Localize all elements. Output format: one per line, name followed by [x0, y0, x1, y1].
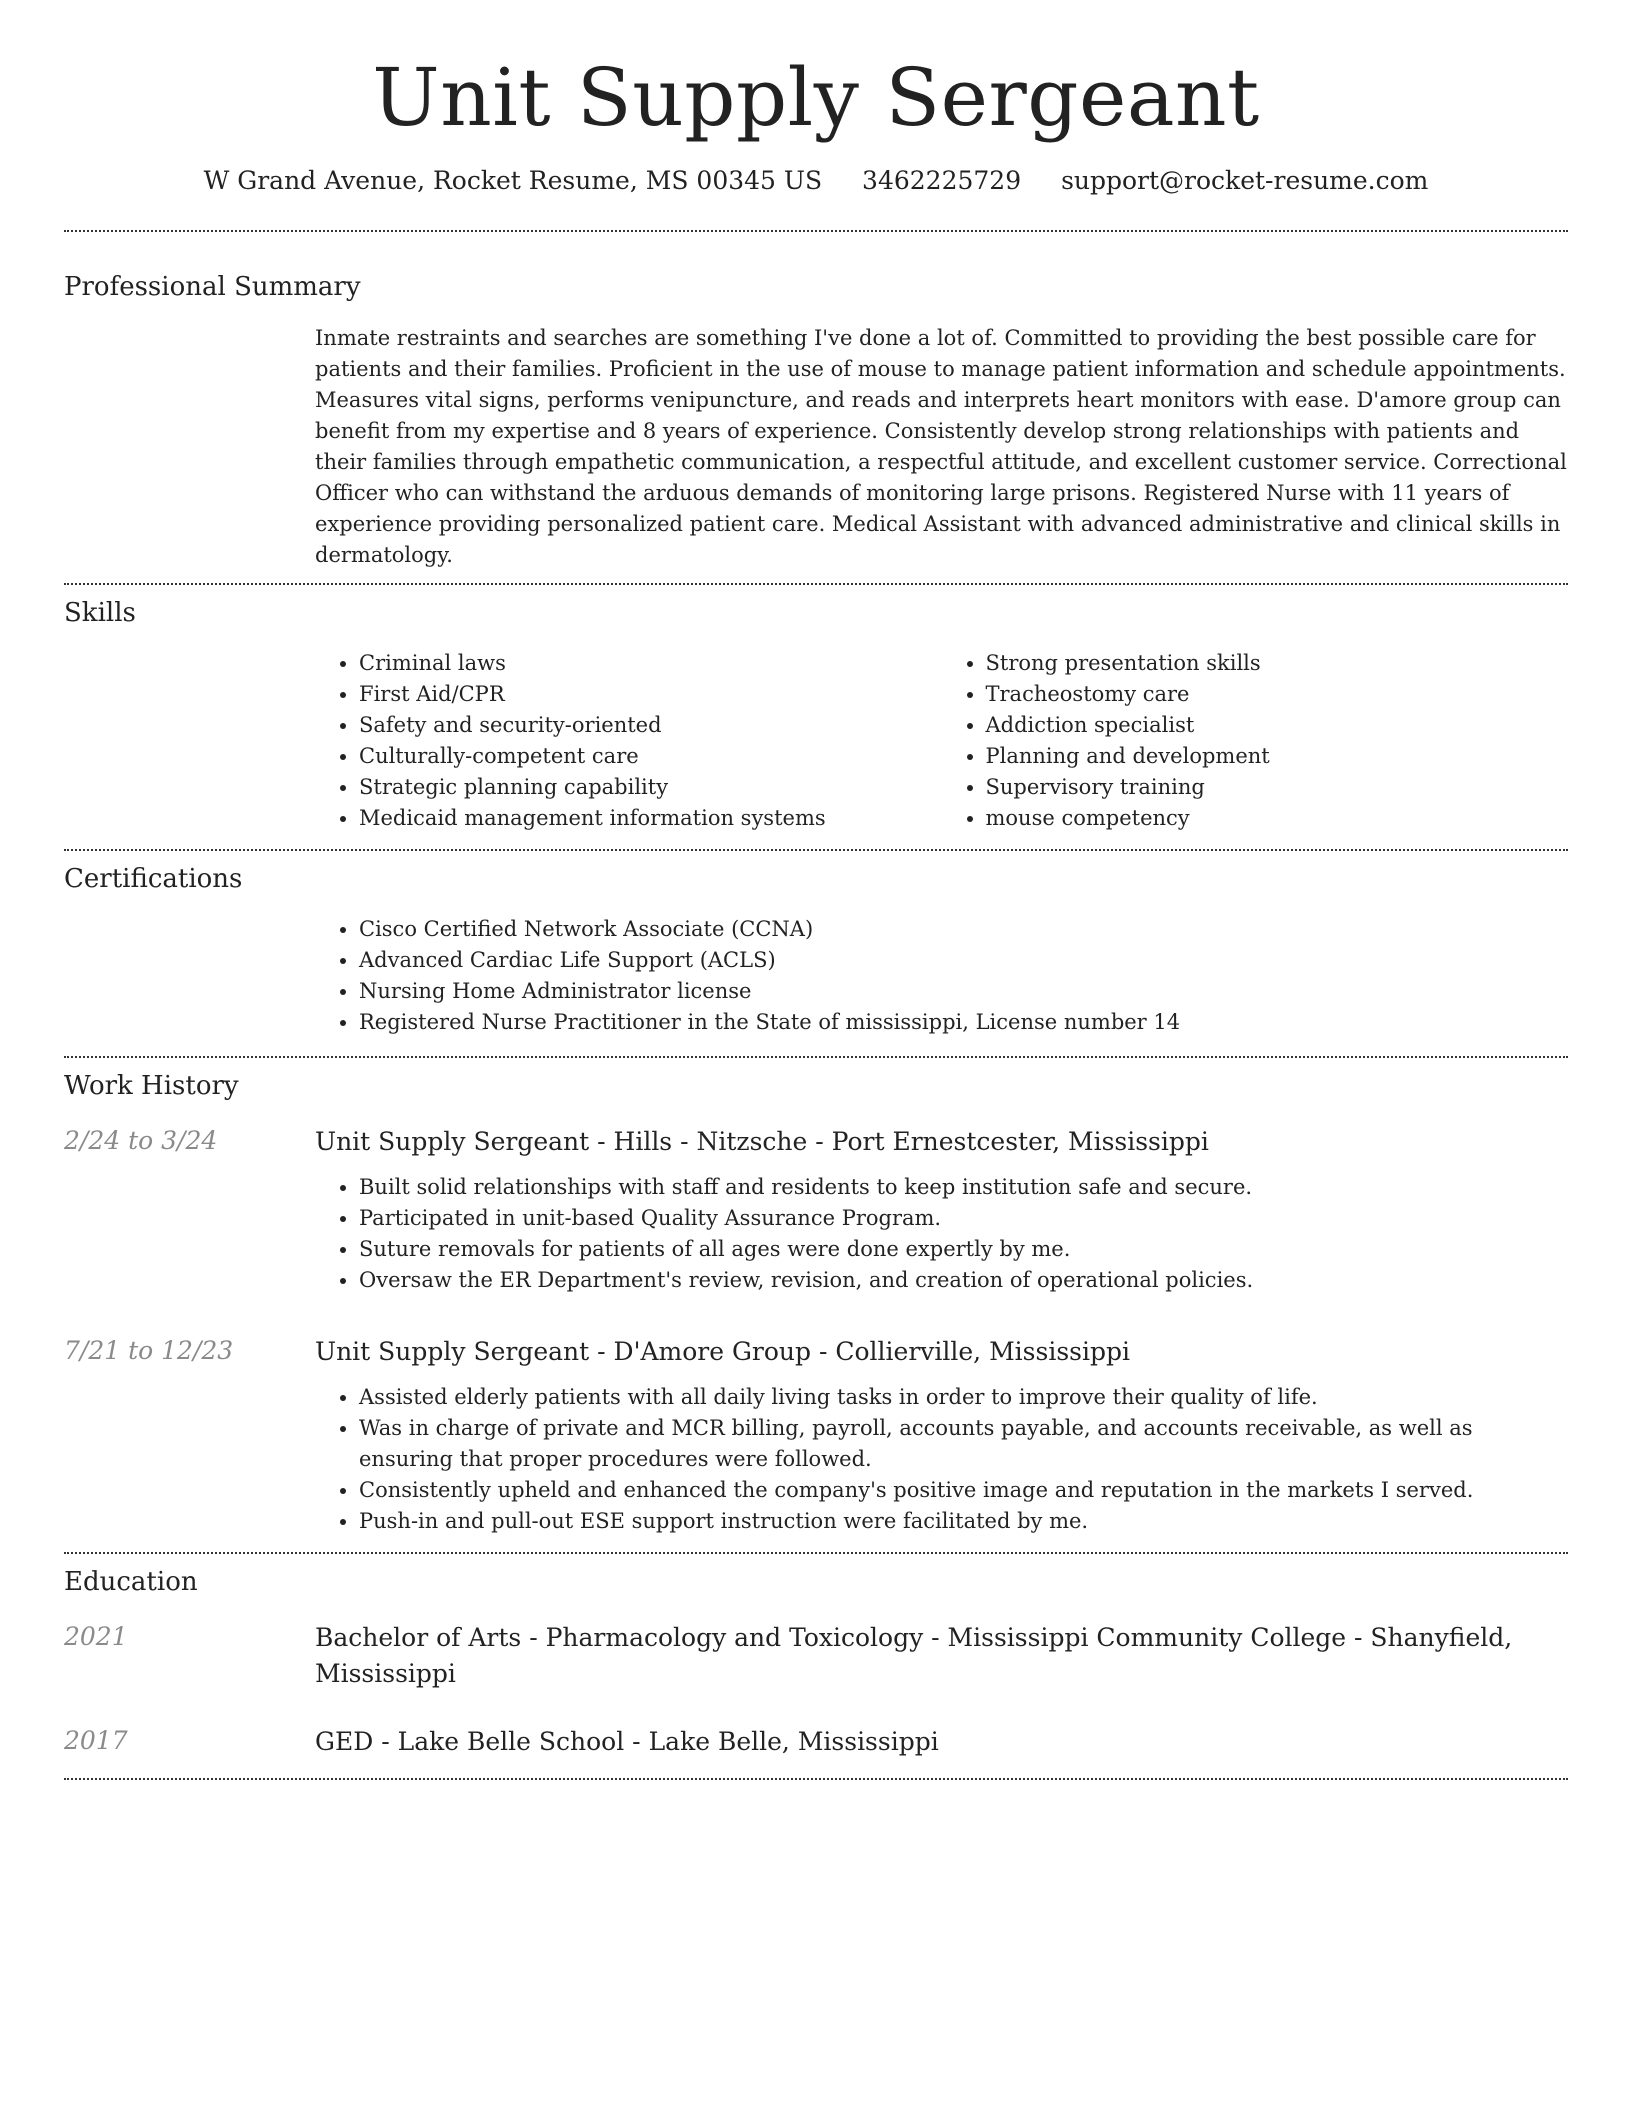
job-bullet: • Participated in unit-based Quality Assurance Program.: [359, 1203, 1568, 1234]
skill-item: • Strategic planning capability: [359, 772, 942, 803]
certification-item: • Advanced Cardiac Life Support (ACLS): [359, 945, 1568, 976]
certification-item: • Cisco Certified Network Associate (CCNA): [359, 914, 1568, 945]
job-bullet: • Push-in and pull-out ESE support instruction were facilitated by me.: [359, 1506, 1568, 1537]
job-bullet: • Was in charge of private and MCR billing, payroll, accounts payable, and accounts receivable, as well as ensuring that proper procedures were followed.: [359, 1413, 1568, 1475]
resume-page: [64, 0, 1568, 1780]
education-entry: [64, 1724, 1568, 1760]
education-entry: [64, 1620, 1568, 1692]
skills-list-right: [942, 648, 1569, 834]
contact-email: support@rocket-resume.com: [1061, 166, 1429, 195]
certification-item: • Registered Nurse Practitioner in the State of mississippi, License number 14: [359, 1007, 1568, 1038]
job-dates: 7/21 to 12/23: [64, 1336, 234, 1365]
job-entry: [64, 1334, 1568, 1537]
job-body: [315, 1124, 1568, 1296]
job-title: Unit Supply Sergeant - D'Amore Group - Collierville, Mississippi: [315, 1337, 1130, 1366]
skill-item: • Medicaid management information systems: [359, 803, 942, 834]
job-bullet: • Suture removals for patients of all ages were done expertly by me.: [359, 1234, 1568, 1265]
summary-section: [64, 270, 1568, 571]
skill-item: • Criminal laws: [359, 648, 942, 679]
contact-line: [64, 164, 1568, 198]
skill-item: • Safety and security-oriented: [359, 710, 942, 741]
skill-item: • Tracheostomy care: [986, 679, 1569, 710]
work-history-heading: Work History: [64, 1071, 239, 1101]
job-bullet: • Assisted elderly patients with all daily living tasks in order to improve their quality of life.: [359, 1382, 1568, 1413]
divider: [64, 583, 1568, 585]
skill-item: • Planning and development: [986, 741, 1569, 772]
contact-address: W Grand Avenue, Rocket Resume, MS 00345 US: [203, 166, 823, 195]
divider: [64, 1552, 1568, 1554]
job-bullet: • Oversaw the ER Department's review, revision, and creation of operational policies.: [359, 1265, 1568, 1296]
skills-list-left: [315, 648, 942, 834]
divider: [64, 1778, 1568, 1780]
job-bullet: • Consistently upheld and enhanced the company's positive image and reputation in the markets I served.: [359, 1475, 1568, 1506]
skill-item: • Addiction specialist: [986, 710, 1569, 741]
skill-item: • Supervisory training: [986, 772, 1569, 803]
job-title: Unit Supply Sergeant - Hills - Nitzsche - Port Ernestcester, Mississippi: [315, 1127, 1209, 1156]
education-year: 2017: [64, 1726, 128, 1755]
education-detail: Bachelor of Arts - Pharmacology and Toxicology - Mississippi Community College - Shanyfield, Mississippi: [315, 1623, 1513, 1688]
certifications-block: [315, 914, 1568, 1038]
skills-heading: Skills: [64, 598, 136, 628]
divider: [64, 849, 1568, 851]
certifications-heading: Certifications: [64, 864, 243, 894]
skill-item: • First Aid/CPR: [359, 679, 942, 710]
skill-item: • Strong presentation skills: [986, 648, 1569, 679]
job-bullets: [315, 1172, 1568, 1296]
job-body: [315, 1334, 1568, 1537]
certifications-section: [64, 862, 1568, 1038]
work-history-section: [64, 1069, 1568, 1537]
skills-grid: [315, 648, 1568, 834]
job-dates: 2/24 to 3/24: [64, 1126, 218, 1155]
skills-section: [64, 596, 1568, 834]
job-bullet: • Built solid relationships with staff and residents to keep institution safe and secure.: [359, 1172, 1568, 1203]
education-year: 2021: [64, 1622, 128, 1651]
job-entry: [64, 1124, 1568, 1296]
summary-heading: Professional Summary: [64, 272, 361, 302]
job-bullets: [315, 1382, 1568, 1537]
divider: [64, 1056, 1568, 1058]
divider: [64, 230, 1568, 232]
education-detail: GED - Lake Belle School - Lake Belle, Mississippi: [315, 1727, 939, 1756]
certification-item: • Nursing Home Administrator license: [359, 976, 1568, 1007]
skill-item: • Culturally-competent care: [359, 741, 942, 772]
education-heading: Education: [64, 1567, 198, 1597]
summary-text: Inmate restraints and searches are something I've done a lot of. Committed to providing the best possible care for patients and their families. Proficient in the use of mouse to manage patient information and schedule appointments. Measures vital signs, performs venipuncture, and reads and interprets heart monitors with ease. D'amore group can benefit from my expertise and 8 years of experience. Consistently develop strong relationships with patients and their families through empathetic communication, a respectful attitude, and excellent customer service. Correctional Officer who can withstand the arduous demands of monitoring large prisons. Registered Nurse with 11 years of experience providing personalized patient care. Medical Assistant with advanced administrative and clinical skills in dermatology.: [315, 326, 1567, 567]
contact-phone: 3462225729: [862, 166, 1022, 195]
skill-item: • mouse competency: [986, 803, 1569, 834]
candidate-name: Unit Supply Sergeant: [372, 51, 1260, 144]
education-section: [64, 1565, 1568, 1760]
certifications-list: [315, 914, 1568, 1038]
